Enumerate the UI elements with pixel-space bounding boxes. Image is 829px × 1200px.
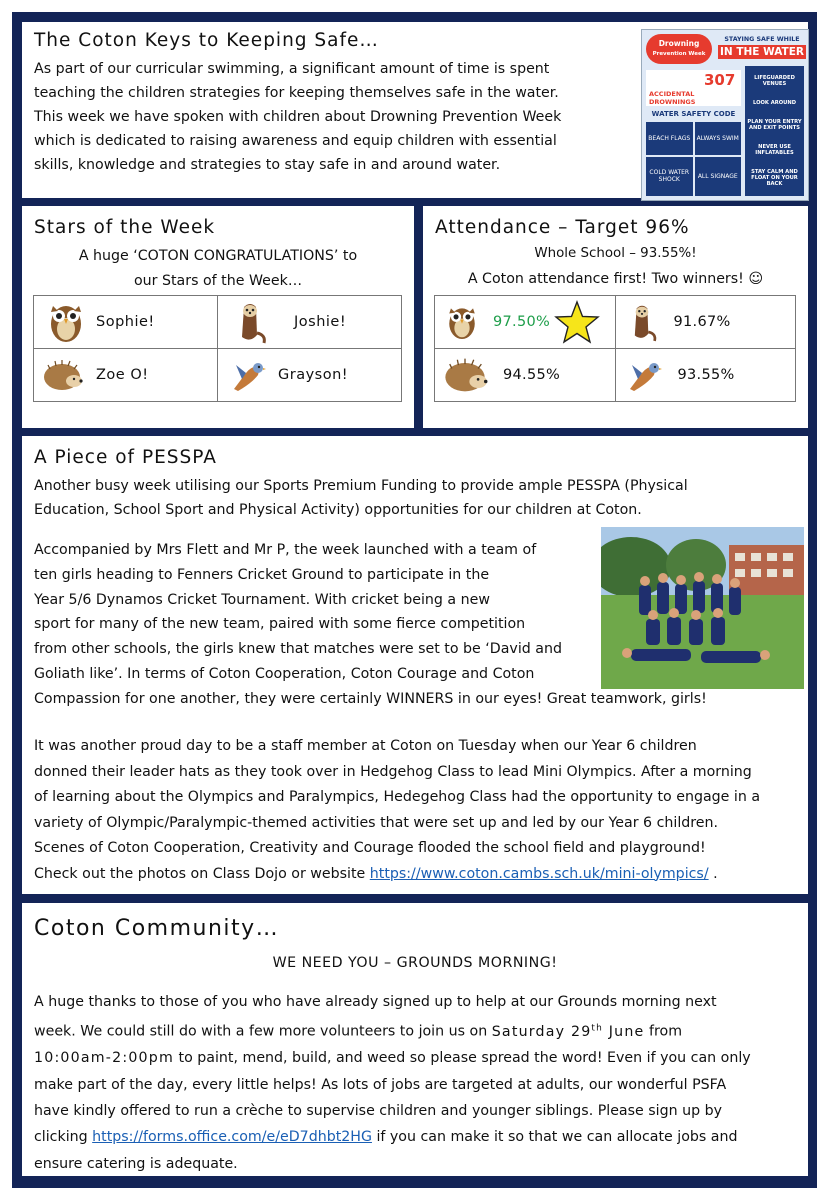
- keys-line: skills, knowledge and strategies to stay safe in and around water.: [34, 157, 501, 173]
- poster-side-item: LIFEGUARDED VENUES: [754, 74, 795, 87]
- keys-title: The Coton Keys to Keeping Safe…: [34, 30, 379, 51]
- keys-line: As part of our curricular swimming, a significant amount of time is spent: [34, 61, 550, 77]
- poster-heading1: STAYING SAFE WHILE: [724, 36, 800, 43]
- star-name: Sophie!: [96, 314, 155, 330]
- pesspa-line: Education, School Sport and Physical Activity) opportunities for our children at Coton.: [34, 502, 642, 518]
- poster-logo: [646, 34, 712, 64]
- community-line: A huge thanks to those of you who have already signed up to help at our Grounds morning next: [34, 994, 717, 1010]
- pesspa-line: Goliath like’. In terms of Coton Cooperation, Coton Courage and Coton: [34, 665, 535, 682]
- poster-side-item: NEVER USE INFLATABLES: [755, 144, 794, 157]
- pesspa-olympics: [34, 734, 804, 887]
- attendance-table: [434, 295, 796, 402]
- poster-tile: COLD WATER SHOCK: [646, 157, 693, 197]
- poster-side-item: STAY CALM AND FLOAT ON YOUR BACK: [751, 169, 798, 188]
- kestrel-icon: [228, 355, 268, 395]
- attendance-whole-school: Whole School – 93.55%!: [534, 246, 697, 261]
- community-subtitle: WE NEED YOU – GROUNDS MORNING!: [272, 955, 558, 971]
- attendance-cell: [615, 349, 796, 402]
- event-date: [492, 1024, 645, 1040]
- poster-tile: BEACH FLAGS: [646, 122, 693, 155]
- pesspa-line: variety of Olympic/Paralympic-themed activities that were set up and led by our Year 6 children.: [34, 814, 719, 831]
- community-body: [34, 989, 804, 1177]
- pesspa-intro: [34, 474, 804, 522]
- star-name: Grayson!: [278, 367, 349, 383]
- pesspa-line: Accompanied by Mrs Flett and Mr P, the week launched with a team of: [34, 542, 537, 558]
- poster-heading2: IN THE WATER: [718, 45, 806, 59]
- poster-stat-text: ACCIDENTAL DROWNINGS: [649, 90, 696, 106]
- attendance-value: 93.55%: [677, 367, 735, 383]
- community-line: [34, 1045, 804, 1071]
- pesspa-line: of learning about the Olympics and Paralympics, Hedegehog Class had the opportunity to engage in a: [34, 789, 761, 805]
- event-date-text: Saturday 29: [491, 1024, 592, 1041]
- attendance-note: A Coton attendance first! Two winners! ☺: [467, 271, 764, 287]
- community-line: [34, 1015, 804, 1045]
- attendance-title: Attendance – Target 96%: [435, 217, 690, 238]
- poster-side-item: PLAN YOUR ENTRY AND EXIT POINTS: [747, 118, 802, 131]
- star-name: Zoe O!: [96, 367, 149, 383]
- pesspa-line: ten girls heading to Fenners Cricket Ground to participate in the: [34, 566, 490, 583]
- community-line: make part of the day, every little helps! As lots of jobs are targeted at adults, our wonderful PSFA: [34, 1076, 727, 1093]
- poster-side: [745, 66, 804, 196]
- star-cell: [218, 349, 402, 402]
- poster-side-item: LOOK AROUND: [752, 99, 797, 106]
- community-text: if you can make it so that we can allocate jobs and: [371, 1129, 738, 1146]
- poster-logo-line2: Prevention Week: [652, 51, 706, 57]
- pesspa-line: Year 5/6 Dynamos Cricket Tournament. With cricket being a new: [34, 591, 490, 608]
- pesspa-link-suffix: .: [708, 865, 718, 882]
- community-title: Coton Community…: [34, 916, 280, 941]
- otter-icon: [230, 299, 270, 345]
- star-cell: [34, 296, 218, 349]
- pesspa-line: Scenes of Coton Cooperation, Creativity and Courage flooded the school field and playground!: [34, 840, 706, 856]
- poster-tiles: [646, 122, 741, 196]
- pesspa-line-link: [34, 862, 804, 888]
- pesspa-link-prefix: Check out the photos on Class Dojo or website: [34, 865, 370, 882]
- attendance-value: 94.55%: [503, 367, 561, 383]
- event-time: 10:00am-2:00pm: [34, 1050, 175, 1067]
- community-line: [34, 1124, 804, 1150]
- pesspa-line: It was another proud day to be a staff member at Coton on Tuesday when our Year 6 children: [34, 738, 697, 754]
- star-cell: [34, 349, 218, 402]
- poster-tile: ALWAYS SWIM: [695, 122, 742, 155]
- poster-stat-number: 307: [704, 71, 736, 89]
- cricket-team-photo: [601, 527, 804, 689]
- stars-intro-line1: A huge ‘COTON CONGRATULATIONS’ to: [78, 248, 358, 264]
- poster-logo-line1: Drowning: [658, 39, 700, 48]
- attendance-cell: [615, 296, 796, 349]
- star-name: Joshie!: [294, 314, 347, 330]
- attendance-section: [423, 206, 808, 428]
- star-cell: [218, 296, 402, 349]
- water-safety-poster: [641, 29, 809, 201]
- mini-olympics-link[interactable]: https://www.coton.cambs.sch.uk/mini-olympics/: [369, 865, 709, 882]
- keys-line: teaching the children strategies for keeping themselves safe in the water.: [34, 85, 559, 101]
- attendance-cell: [435, 296, 616, 349]
- kestrel-icon: [624, 355, 664, 395]
- keys-line: This week we have spoken with children about Drowning Prevention Week: [34, 109, 562, 125]
- attendance-value: 97.50%: [493, 314, 551, 330]
- pesspa-line: from other schools, the girls knew that matches were set to be ‘David and: [34, 641, 562, 658]
- otter-icon: [624, 300, 660, 344]
- stars-table: [33, 295, 402, 402]
- attendance-value: 91.67%: [673, 314, 731, 330]
- community-text: week. We could still do with a few more volunteers to join us on: [34, 1024, 492, 1041]
- poster-stat: [646, 70, 741, 106]
- keys-body: [34, 57, 644, 177]
- star-icon: [554, 300, 600, 344]
- pesspa-line: Another busy week utilising our Sports Premium Funding to provide ample PESSPA (Physical: [34, 478, 688, 494]
- stars-intro-line2: our Stars of the Week…: [133, 273, 303, 289]
- pesspa-line: sport for many of the new team, paired with some fierce competition: [34, 616, 526, 633]
- signup-form-link[interactable]: https://forms.office.com/e/eD7dhbt2HG: [92, 1129, 372, 1146]
- pesspa-line: donned their leader hats as they took over in Hedgehog Class to lead Mini Olympics. After a morning: [34, 763, 752, 780]
- community-text: clicking: [34, 1129, 93, 1146]
- event-date-suffix: th: [591, 1023, 604, 1034]
- stars-section: [22, 206, 414, 428]
- community-line: ensure catering is adequate.: [34, 1155, 238, 1172]
- community-section: [22, 903, 808, 1176]
- community-text: to paint, mend, build, and weed so please spread the word! Even if you can only: [174, 1050, 751, 1067]
- cricket-photo-image: [601, 527, 804, 689]
- hedgehog-icon: [441, 355, 489, 395]
- event-date-month: June: [603, 1024, 645, 1041]
- poster-code-label: WATER SAFETY CODE: [651, 110, 736, 118]
- owl-icon: [46, 300, 86, 344]
- attendance-cell: [435, 349, 616, 402]
- hedgehog-icon: [40, 357, 84, 393]
- stars-title: Stars of the Week: [34, 217, 216, 238]
- pesspa-line: Compassion for one another, they were certainly WINNERS in our eyes! Great teamwork, girls!: [34, 690, 707, 707]
- keys-line: which is dedicated to raising awareness and equip children with essential: [34, 133, 557, 149]
- pesspa-title: A Piece of PESSPA: [34, 447, 217, 468]
- owl-icon: [445, 302, 479, 342]
- poster-tile: ALL SIGNAGE: [695, 157, 742, 197]
- community-line: have kindly offered to run a crèche to supervise children and younger siblings. Please sign up by: [34, 1102, 723, 1119]
- community-text: from: [644, 1024, 683, 1041]
